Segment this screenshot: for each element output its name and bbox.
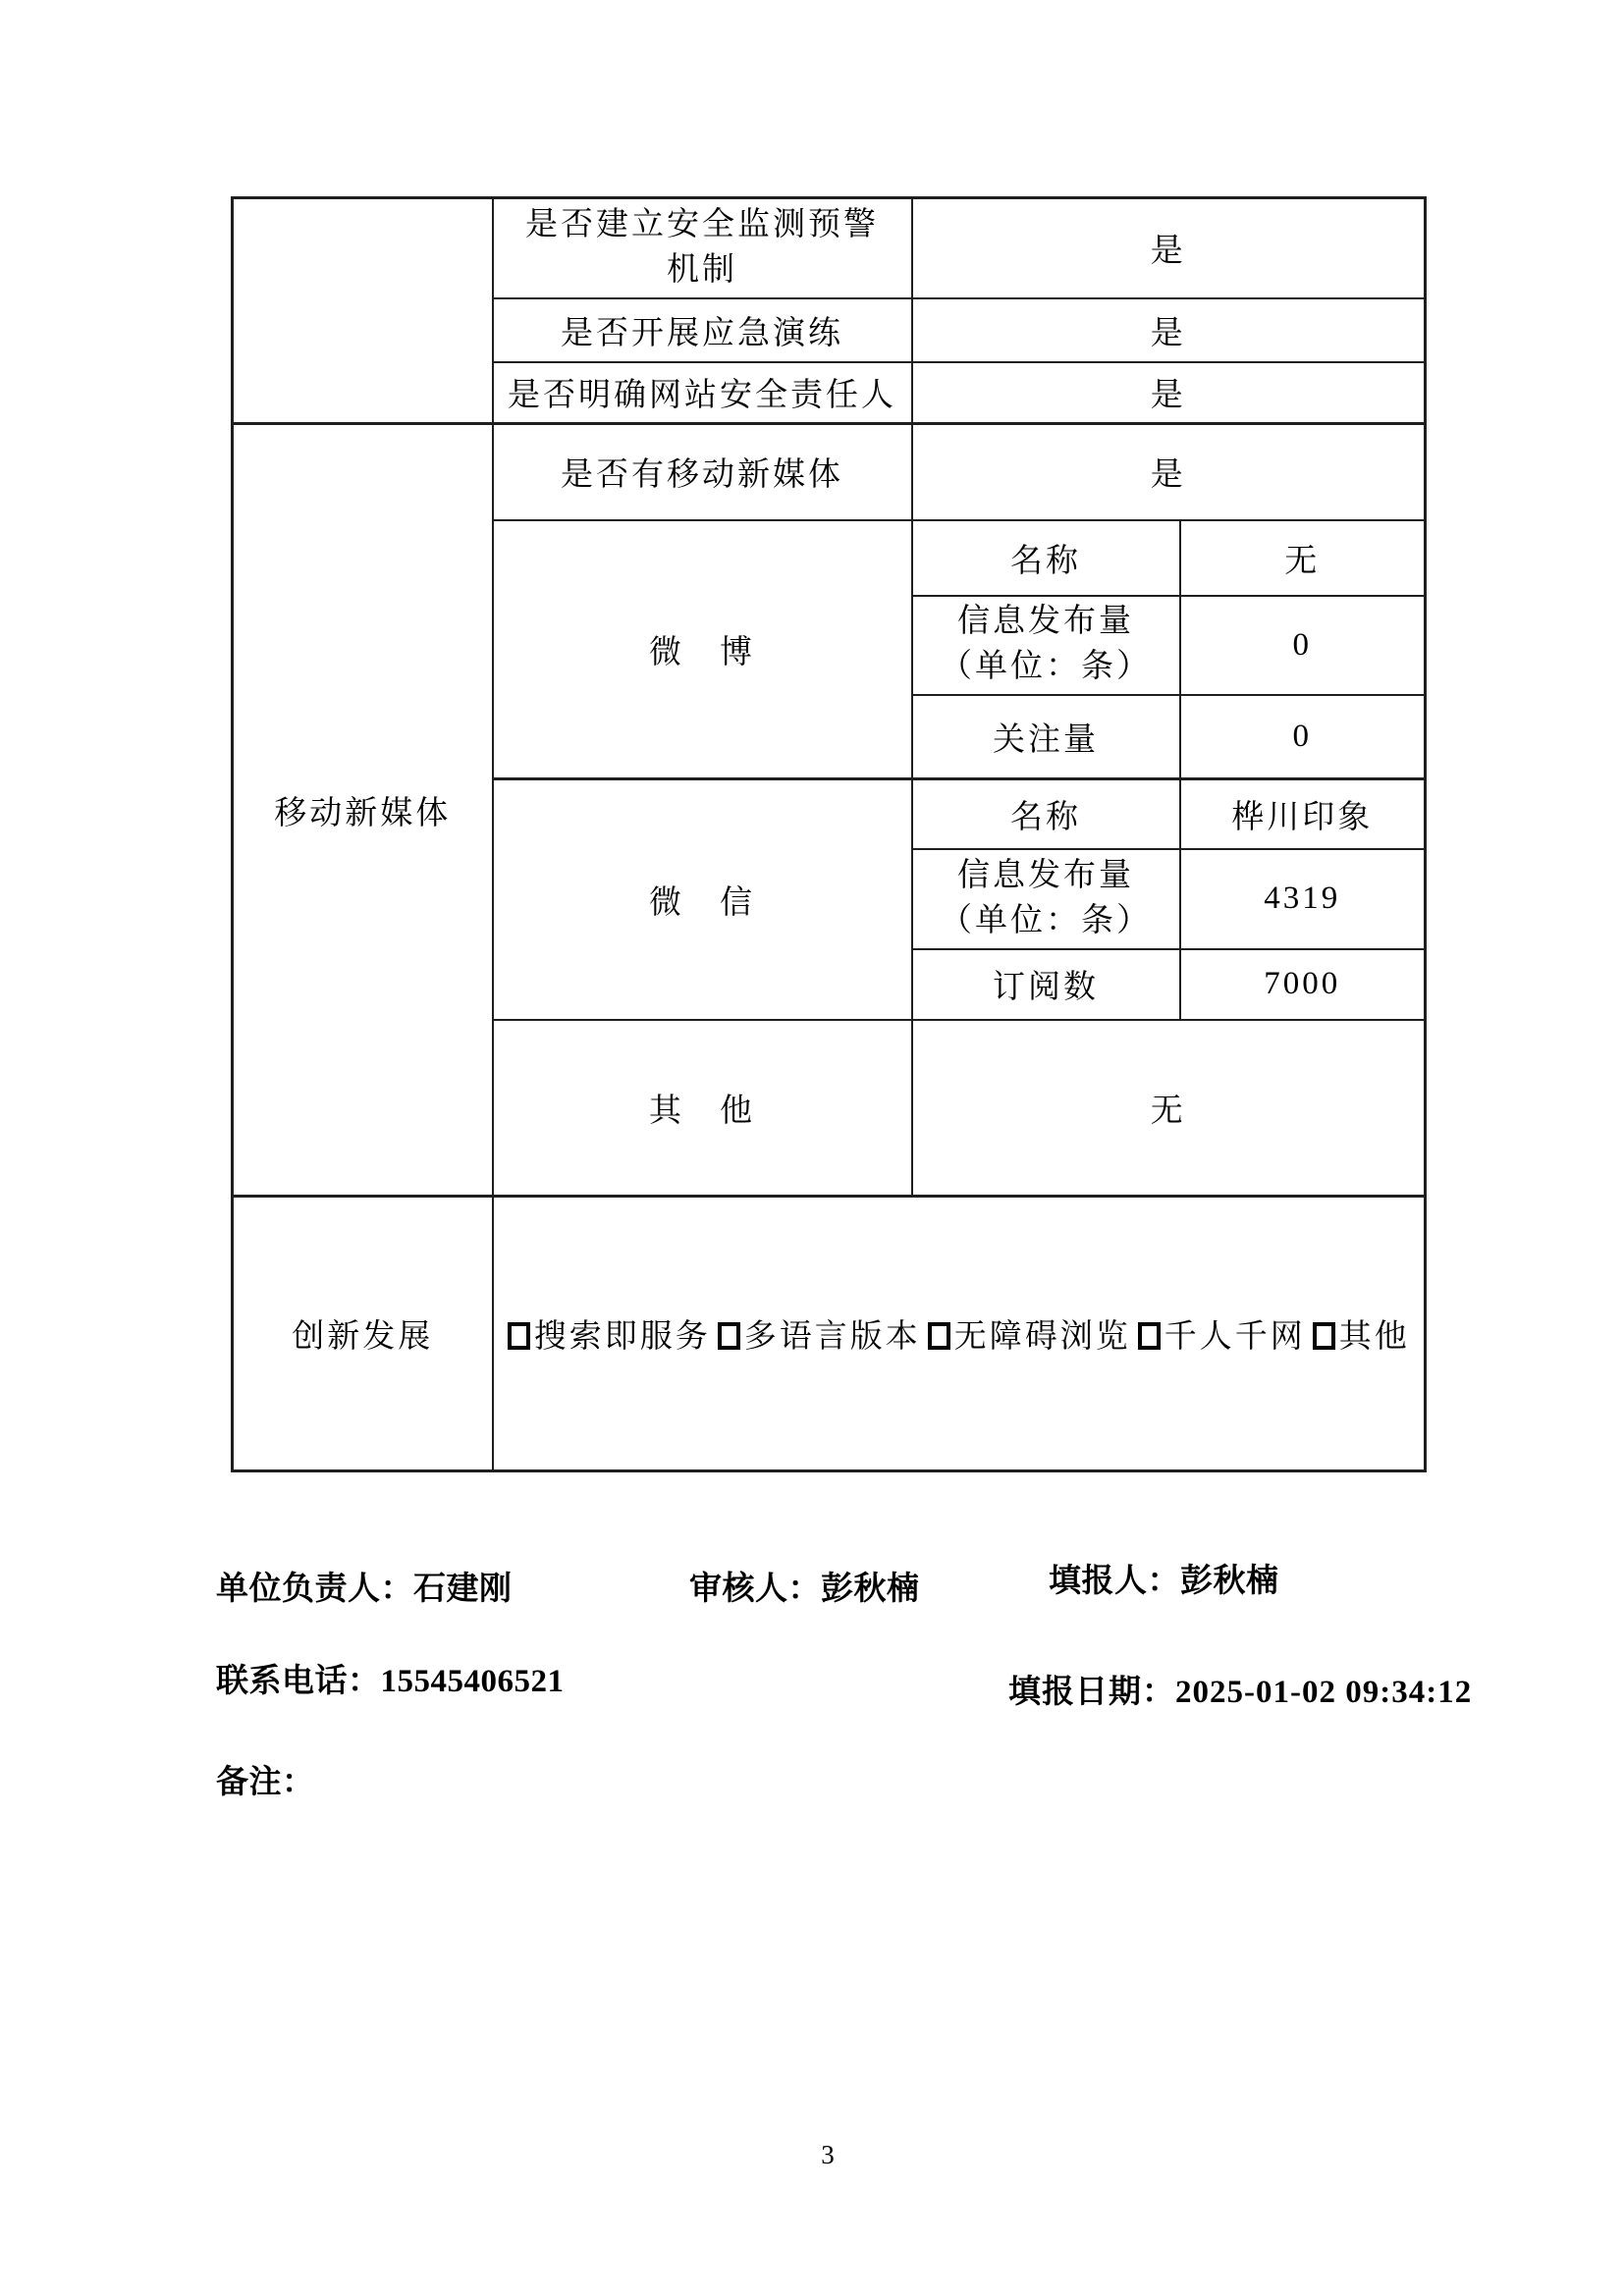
weibo-followers-label: 关注量: [912, 695, 1180, 779]
wechat-publish-label: [912, 849, 1180, 949]
question-has-mobile-media: 是否有移动新媒体: [493, 424, 912, 520]
checkbox-icon: [928, 1322, 950, 1350]
answer-emergency-drill: 是: [912, 298, 1426, 362]
question-security-warning-line1: 是否建立安全监测预警: [525, 207, 879, 243]
wechat-subscribers-value: 7000: [1180, 949, 1426, 1020]
innovation-option-other: 其他: [1338, 1319, 1410, 1355]
checkbox-icon: [508, 1322, 530, 1350]
weibo-publish-label: [912, 596, 1180, 695]
group-label-innovation: 创新发展: [233, 1197, 493, 1471]
weibo-name-label: 名称: [912, 520, 1180, 596]
checkbox-icon: [1313, 1322, 1335, 1350]
filler-label: 填报人：彭秋楠: [1049, 1564, 1279, 1599]
weibo-publish-label-line1: 信息发布量: [957, 604, 1134, 640]
wechat-publish-label-line1: 信息发布量: [957, 857, 1134, 893]
label-other-media: 其 他: [493, 1020, 912, 1197]
innovation-option-personalized: 千人千网: [1164, 1319, 1306, 1355]
remarks-label: 备注：: [216, 1765, 315, 1800]
report-date-label: 填报日期：2025-01-02 09:34:12: [1008, 1675, 1473, 1710]
unit-head-label: 单位负责人：石建刚: [216, 1572, 513, 1607]
checkbox-icon: [1138, 1322, 1161, 1350]
report-table: [231, 196, 1427, 1472]
innovation-option-search: 搜索即服务: [533, 1319, 711, 1355]
answer-security-owner: 是: [912, 362, 1426, 424]
innovation-options-row: [493, 1197, 1426, 1471]
innovation-option-accessibility: 无障碍浏览: [953, 1319, 1131, 1355]
group-cell-empty: [233, 198, 493, 424]
answer-has-mobile-media: 是: [912, 424, 1426, 520]
wechat-publish-value: 4319: [1180, 849, 1426, 949]
weibo-publish-value: 0: [1180, 596, 1426, 695]
question-security-warning-line2: 机制: [667, 251, 737, 288]
weibo-publish-label-line2: （单位：条）: [940, 649, 1152, 684]
wechat-name-label: 名称: [912, 779, 1180, 849]
label-wechat: 微 信: [493, 779, 912, 1020]
answer-security-warning: 是: [912, 198, 1426, 298]
page-number: 3: [821, 2140, 835, 2169]
wechat-publish-label-line2: （单位：条）: [940, 902, 1152, 938]
label-weibo: 微 博: [493, 520, 912, 779]
question-emergency-drill: 是否开展应急演练: [493, 298, 912, 362]
question-security-owner: 是否明确网站安全责任人: [493, 362, 912, 424]
weibo-followers-value: 0: [1180, 695, 1426, 779]
contact-phone-label: 联系电话：15545406521: [216, 1664, 565, 1699]
question-security-warning: [493, 198, 912, 298]
group-label-mobile-media: 移动新媒体: [233, 424, 493, 1197]
other-media-value: 无: [912, 1020, 1426, 1197]
wechat-name-value: 桦川印象: [1180, 779, 1426, 849]
weibo-name-value: 无: [1180, 520, 1426, 596]
innovation-option-multilang: 多语言版本: [743, 1319, 921, 1355]
auditor-label: 审核人：彭秋楠: [689, 1572, 920, 1607]
wechat-subscribers-label: 订阅数: [912, 949, 1180, 1020]
checkbox-icon: [718, 1322, 740, 1350]
